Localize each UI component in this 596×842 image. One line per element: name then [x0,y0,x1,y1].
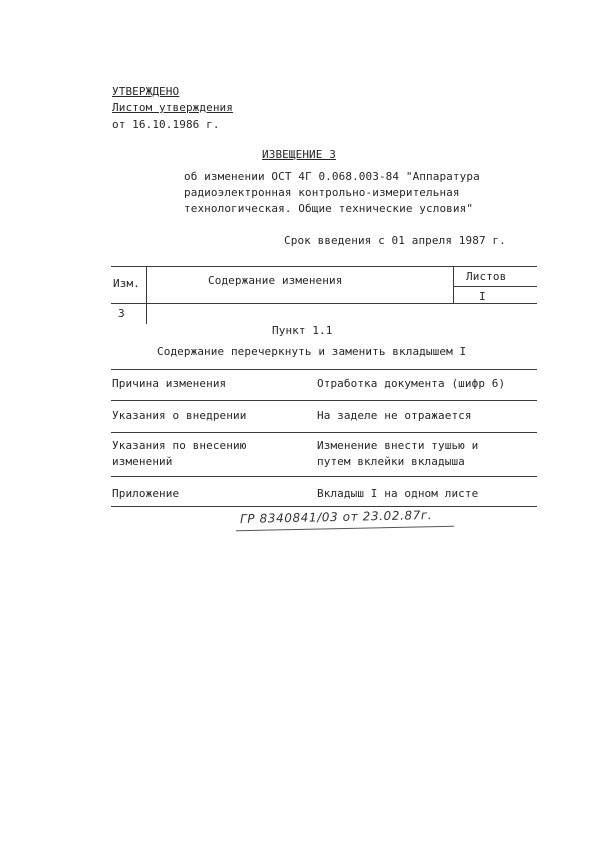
effective-date: Срок введения с 01 апреля 1987 г. [284,234,506,247]
table-col-divider-1 [146,266,147,324]
change-number: 3 [118,307,125,320]
approval-sheet: Листом утверждения [112,101,234,114]
sheets-value: I [479,290,486,303]
info-label-implementation: Указания о внедрении [112,409,247,422]
info-line-4 [111,506,537,507]
table-top-line [111,266,537,267]
info-line-3 [111,476,537,477]
info-line-0 [111,369,537,370]
registration-handwritten: ГР 8340841/03 от 23.02.87г. [239,507,433,527]
info-label-reason: Причина изменения [112,377,227,390]
info-label-attachment: Приложение [112,487,180,500]
notice-desc-line-3: технологическая. Общие технические условия" [184,202,474,215]
info-value-entry: Изменение внести тушью и [317,439,479,452]
notice-title: ИЗВЕЩЕНИЕ 3 [262,148,336,161]
approval-date: от 16.10.1986 г. [112,118,220,131]
table-col-divider-2 [453,266,454,303]
info-line-2 [111,432,537,433]
info-value-implementation: На заделе не отражается [317,409,472,422]
notice-desc-line-1: об изменении ОСТ 4Г 0.068.003-84 "Аппаратура [184,170,480,183]
notice-desc-line-2: радиоэлектронная контрольно-измерительная [184,186,460,199]
info-line-1 [111,400,537,401]
info-label-entry-2: изменений [112,455,173,468]
instruction-text: Содержание перечеркнуть и заменить вкладышем I [157,345,467,358]
info-value-attachment: Вкладыш I на одном листе [317,487,479,500]
info-value-reason: Отработка документа (шифр 6) [317,377,506,390]
col-content-header: Содержание изменения [208,274,343,287]
col-change-header: Изм. [113,277,140,290]
table-sheets-divider [453,286,537,287]
table-header-bottom-line [111,303,537,304]
col-sheets-header: Листов [466,270,507,283]
info-label-entry: Указания по внесению [112,439,247,452]
approval-title: УТВЕРЖДЕНО [112,85,180,98]
registration-underline [236,526,454,532]
clause-title: Пункт 1.1 [272,324,333,337]
info-value-entry-2: путем вклейки вкладыша [317,455,465,468]
